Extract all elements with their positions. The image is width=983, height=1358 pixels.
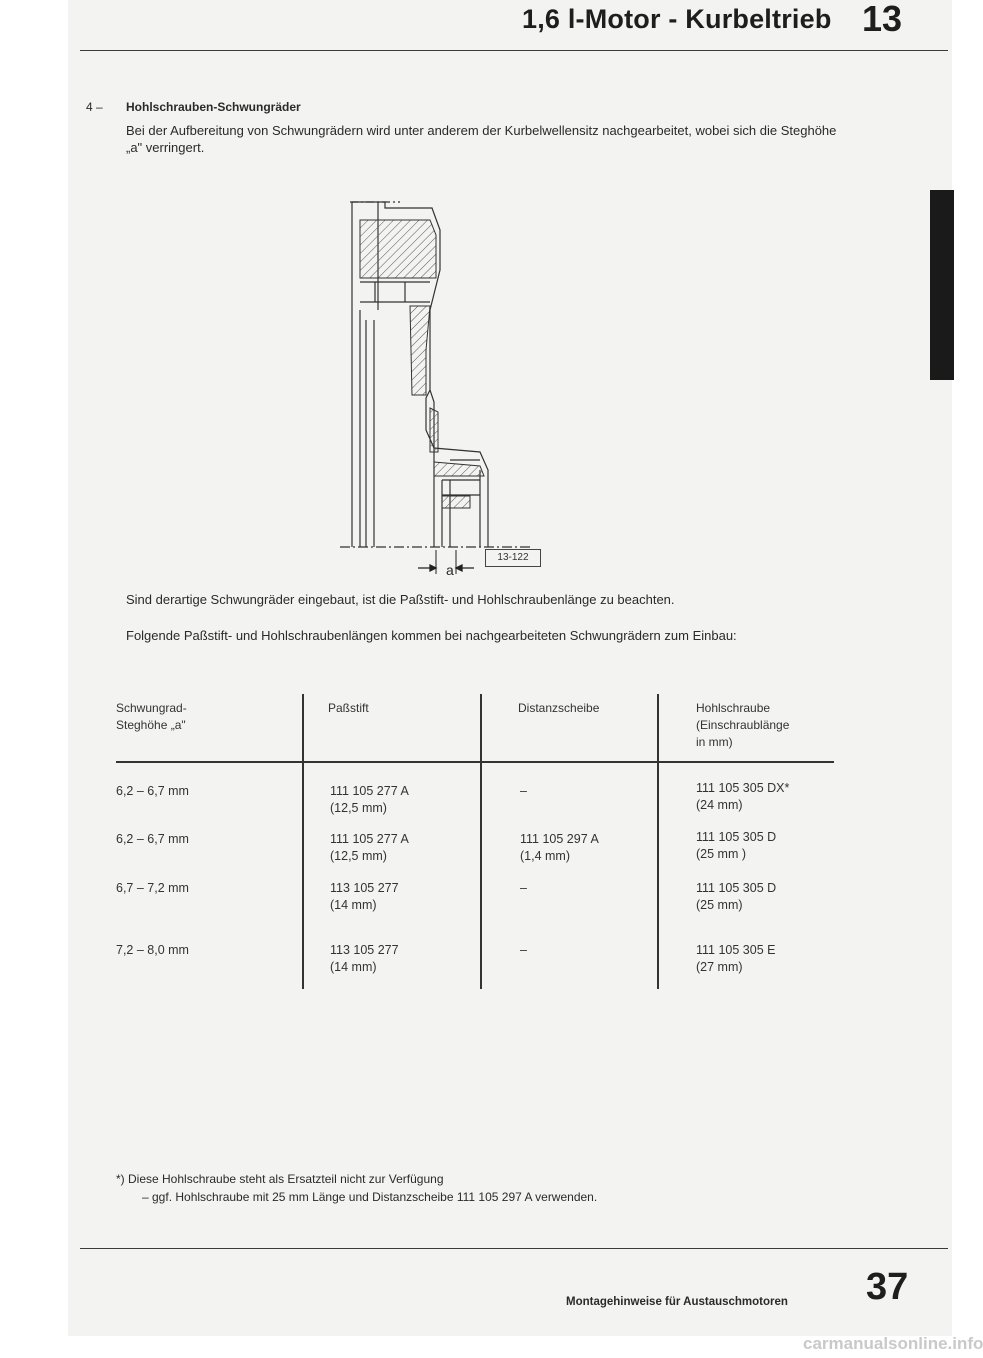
chapter-side-tab: [930, 190, 954, 380]
table-column-divider: [302, 694, 304, 989]
table-header-rule: [116, 761, 834, 763]
table-cell: –: [520, 881, 527, 895]
chapter-number: 13: [862, 0, 903, 39]
page-header-title: 1,6 l-Motor - Kurbeltrieb: [522, 4, 832, 34]
page-number: 37: [866, 1266, 909, 1308]
table-column-divider: [657, 694, 659, 989]
note-paragraph-1: Sind derartige Schwungräder eingebaut, ist die Paßstift- und Hohlschraubenlänge zu beachten.: [126, 592, 675, 607]
header-rule: [80, 50, 948, 51]
table-cell: 113 105 277 (14 mm): [330, 881, 399, 912]
table-column-divider: [480, 694, 482, 989]
footer-rule: [80, 1248, 948, 1249]
intro-paragraph: Bei der Aufbereitung von Schwungrädern wird unter anderem der Kurbelwellensitz nachgearbeitet, wobei sich die Steghöhe „a" verringert.: [126, 123, 837, 155]
table-cell: 113 105 277 (14 mm): [330, 943, 399, 974]
footnote: [116, 1170, 597, 1206]
table-cell: 111 105 305 D (25 mm): [696, 881, 777, 912]
dimension-label-a: a: [446, 562, 454, 578]
table-cell: –: [520, 943, 527, 957]
table-cell: –: [520, 784, 527, 798]
table-header-hohlschraube: Hohlschraube (Einschraublänge in mm): [696, 701, 790, 749]
figure-label: 13-122: [485, 549, 541, 567]
note-paragraph-2: Folgende Paßstift- und Hohlschraubenlängen kommen bei nachgearbeiteten Schwungrädern zum Einbau:: [126, 628, 737, 643]
table-cell: 6,7 – 7,2 mm: [116, 881, 189, 895]
table-cell: 6,2 – 6,7 mm: [116, 832, 189, 846]
table-header-steghoehe: Schwungrad- Steghöhe „a": [116, 701, 187, 732]
table-cell: 111 105 305 E (27 mm): [696, 943, 776, 974]
table-cell: 7,2 – 8,0 mm: [116, 943, 189, 957]
table-cell: 111 105 277 A (12,5 mm): [330, 832, 409, 863]
footnote-line-2: – ggf. Hohlschraube mit 25 mm Länge und Distanzscheibe 111 105 297 A verwenden.: [142, 1190, 598, 1204]
table-cell: 111 105 277 A (12,5 mm): [330, 784, 409, 815]
table-cell: 111 105 305 D (25 mm ): [696, 830, 777, 861]
table-cell: 111 105 305 DX* (24 mm): [696, 781, 790, 812]
table-header-distanzscheibe: Distanzscheibe: [518, 701, 600, 715]
item-title: Hohlschrauben-Schwungräder: [126, 100, 301, 114]
table-cell: 6,2 – 6,7 mm: [116, 784, 189, 798]
table-cell: 111 105 297 A (1,4 mm): [520, 832, 599, 863]
item-number: 4 –: [86, 100, 103, 114]
watermark: carmanualsonline.info: [803, 1334, 983, 1353]
flywheel-section-drawing: [330, 190, 550, 580]
footer-text: Montagehinweise für Austauschmotoren: [566, 1296, 788, 1308]
footnote-line-1: *) Diese Hohlschraube steht als Ersatzteil nicht zur Verfügung: [116, 1172, 444, 1186]
table-header-passstift: Paßstift: [328, 701, 369, 715]
